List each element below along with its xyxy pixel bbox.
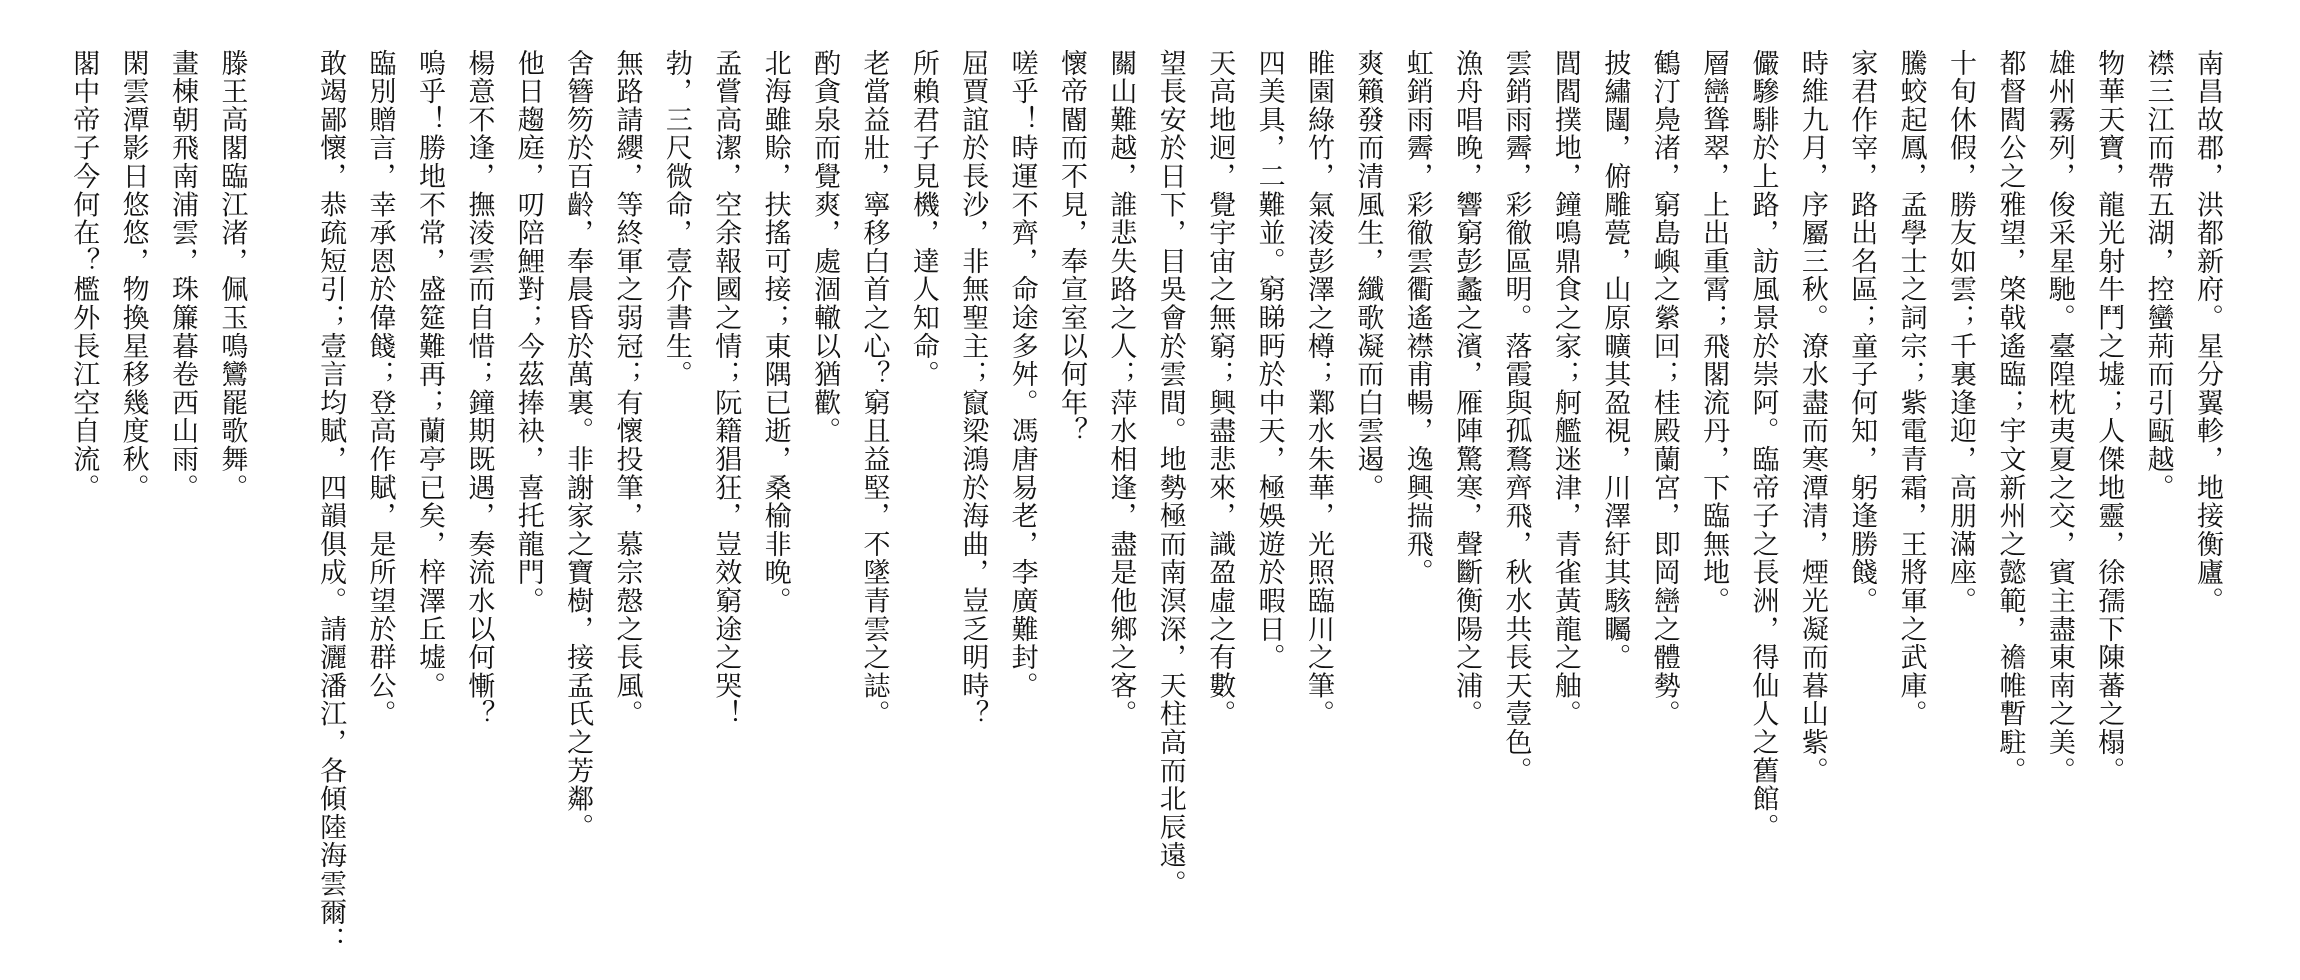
preface-column: 都督閻公之雅望，棨戟遙臨；宇文新州之懿範，襜帷暫駐。 xyxy=(1994,49,2026,785)
poem-section xyxy=(59,49,257,502)
preface-column: 騰蛟起鳳，孟學士之詞宗；紫電青霜，王將軍之武庫。 xyxy=(1895,49,1927,729)
preface-column: 懷帝閽而不見，奉宣室以何年？ xyxy=(1056,49,1088,446)
preface-column: 無路請纓，等終軍之弱冠；有懷投筆，慕宗慤之長風。 xyxy=(611,49,643,729)
preface-column: 虹銷雨霽，彩徹雲衢遙襟甫暢，逸興揣飛。 xyxy=(1401,49,1433,587)
preface-column: 閭閻撲地，鐘鳴鼎食之家；舸艦迷津，青雀黃龍之舳。 xyxy=(1549,49,1581,729)
preface-column: 勃，三尺微命，壹介書生。 xyxy=(660,49,692,389)
vertical-text-page xyxy=(59,49,2232,955)
preface-column: 雲銷雨霽，彩徹區明。落霞與孤鶩齊飛，秋水共長天壹色。 xyxy=(1500,49,1532,785)
preface-column: 敢竭鄙懷，恭疏短引；壹言均賦，四韻俱成。請灑潘江，各傾陸海雲爾： xyxy=(315,49,347,955)
preface-column: 他日趨庭，叨陪鯉對；今茲捧袂，喜托龍門。 xyxy=(512,49,544,615)
preface-column: 楊意不逢，撫淩雲而自惜；鐘期既遇，奏流水以何慚？ xyxy=(463,49,495,729)
preface-section xyxy=(306,49,2232,955)
preface-column: 屈賈誼於長沙，非無聖主；竄梁鴻於海曲，豈乏明時？ xyxy=(957,49,989,729)
poem-line: 閑雲潭影日悠悠，物換星移幾度秋。 xyxy=(117,49,149,502)
preface-column: 臨別贈言，幸承恩於偉餞；登高作賦，是所望於群公。 xyxy=(364,49,396,729)
preface-column: 北海雖賒，扶搖可接；東隅已逝，桑榆非晚。 xyxy=(759,49,791,615)
preface-column: 關山難越，誰悲失路之人；萍水相逢，盡是他鄉之客。 xyxy=(1105,49,1137,729)
section-gap xyxy=(256,49,305,59)
preface-column: 所賴君子見機，達人知命。 xyxy=(907,49,939,389)
preface-column: 嗚乎！勝地不常，盛筵難再；蘭亭已矣，梓澤丘墟。 xyxy=(413,49,445,700)
poem-line: 畫棟朝飛南浦雲，珠簾暮卷西山雨。 xyxy=(166,49,198,502)
preface-column: 爽籟發而清風生，纖歌凝而白雲遏。 xyxy=(1352,49,1384,502)
preface-column: 睢園綠竹，氣淩彭澤之樽；鄴水朱華，光照臨川之筆。 xyxy=(1302,49,1334,729)
preface-column: 酌貪泉而覺爽，處涸轍以猶歡。 xyxy=(809,49,841,446)
preface-column: 嗟乎！時運不齊，命途多舛。馮唐易老，李廣難封。 xyxy=(1006,49,1038,700)
preface-column: 老當益壯，寧移白首之心？窮且益堅，不墜青雲之誌。 xyxy=(858,49,890,729)
preface-column: 襟三江而帶五湖，控蠻荊而引甌越。 xyxy=(2142,49,2174,502)
poem-line: 閣中帝子今何在？檻外長江空自流。 xyxy=(68,49,100,502)
preface-column: 天高地迥，覺宇宙之無窮；興盡悲來，識盈虛之有數。 xyxy=(1204,49,1236,729)
preface-column: 時維九月，序屬三秋。潦水盡而寒潭清，煙光凝而暮山紫。 xyxy=(1796,49,1828,785)
poem-line: 滕王高閣臨江渚，佩玉鳴鸞罷歌舞。 xyxy=(216,49,248,502)
preface-column: 披繡闥，俯雕甍，山原曠其盈視，川澤紆其駭矚。 xyxy=(1599,49,1631,672)
preface-column: 鶴汀鳧渚，窮島嶼之縈回；桂殿蘭宮，即岡巒之體勢。 xyxy=(1648,49,1680,729)
preface-column: 漁舟唱晚，響窮彭蠡之濱，雁陣驚寒，聲斷衡陽之浦。 xyxy=(1451,49,1483,729)
preface-column: 孟嘗高潔，空余報國之情；阮籍猖狂，豈效窮途之哭！ xyxy=(710,49,742,729)
preface-column: 望長安於日下，目吳會於雲間。地勢極而南溟深，天柱高而北辰遠。 xyxy=(1154,49,1186,898)
preface-column: 十旬休假，勝友如雲；千裏逢迎，高朋滿座。 xyxy=(1945,49,1977,615)
preface-column: 雄州霧列，俊采星馳。臺隍枕夷夏之交，賓主盡東南之美。 xyxy=(2043,49,2075,785)
preface-column: 四美具，二難並。窮睇眄於中天，極娛遊於暇日。 xyxy=(1253,49,1285,672)
preface-column: 儼驂騑於上路，訪風景於崇阿。臨帝子之長洲，得仙人之舊館。 xyxy=(1747,49,1779,842)
preface-column: 層巒聳翠，上出重霄；飛閣流丹，下臨無地。 xyxy=(1698,49,1730,615)
preface-column: 物華天寶，龍光射牛鬥之墟；人傑地靈，徐孺下陳蕃之榻。 xyxy=(2093,49,2125,785)
preface-column: 舍簪笏於百齡，奉晨昏於萬裏。非謝家之寶樹，接孟氏之芳鄰。 xyxy=(562,49,594,842)
preface-column: 家君作宰，路出名區；童子何知，躬逢勝餞。 xyxy=(1846,49,1878,615)
preface-column: 南昌故郡，洪都新府。星分翼軫，地接衡廬。 xyxy=(2192,49,2223,615)
